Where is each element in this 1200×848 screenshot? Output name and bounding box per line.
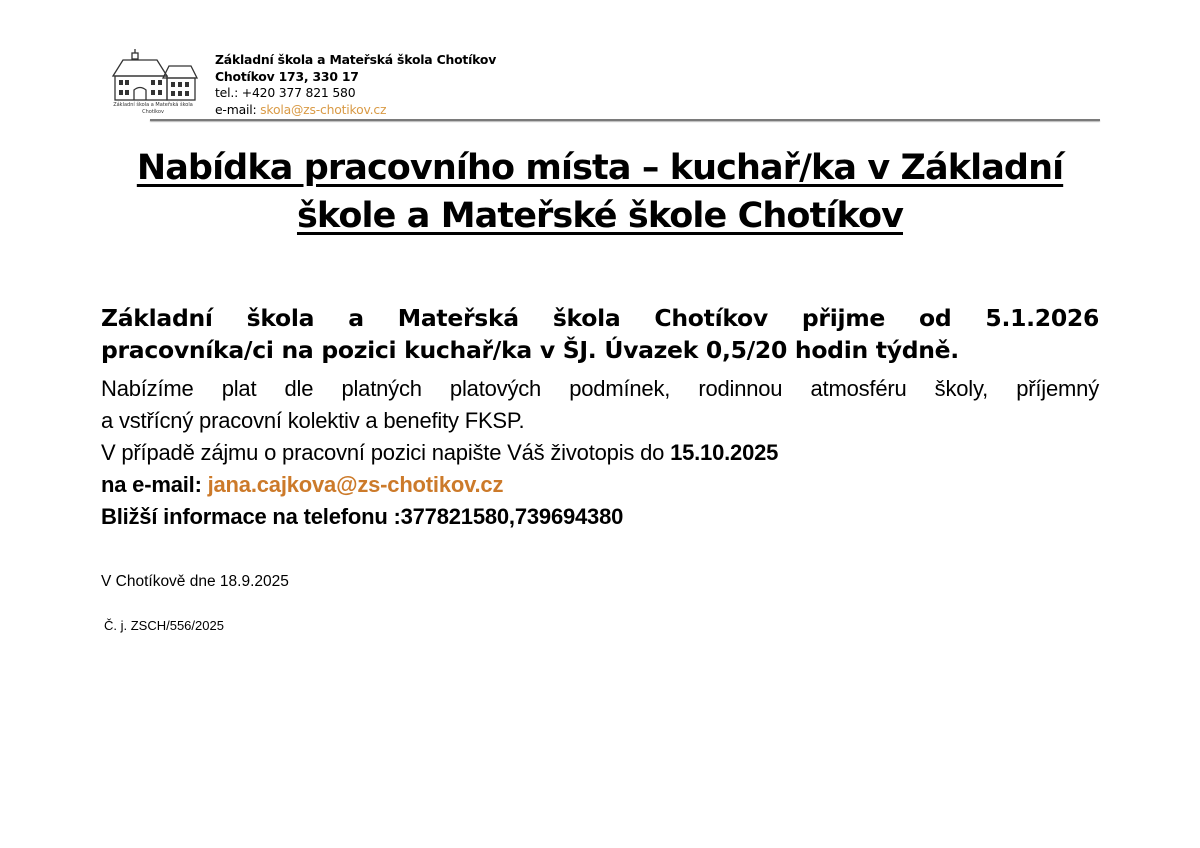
- letterhead: [105, 46, 1105, 126]
- logo-caption-line2: Chotíkov: [142, 109, 164, 115]
- phone-info: Bližší informace na telefonu :377821580,739694380: [101, 504, 624, 529]
- reference-number: Č. j. ZSCH/556/2025: [104, 618, 224, 633]
- org-name: Základní škola a Mateřská škola Chotíkov: [215, 52, 497, 67]
- logo-caption-line1: Základní škola a Mateřská škola: [113, 102, 193, 108]
- school-building-icon: [107, 48, 199, 104]
- school-logo: [107, 48, 199, 126]
- title-line1: Nabídka pracovního místa – kuchař/ka v Základní: [136, 148, 1064, 188]
- lead-line2: pracovníka/ci na pozici kuchař/ka v ŠJ. Úvazek 0,5/20 hodin týdně.: [101, 336, 959, 364]
- job-details: [101, 373, 1099, 533]
- lead-line1: Základní škola a Mateřská škola Chotíkov přijme od 5.1.2026: [101, 304, 1099, 332]
- apply-instructions: [101, 437, 1099, 469]
- contact-email-link[interactable]: jana.cajkova@zs-chotikov.cz: [207, 472, 504, 497]
- org-address: Chotíkov 173, 330 17: [215, 68, 359, 84]
- apply-text: V případě zájmu o pracovní pozici napište Váš životopis do: [101, 440, 671, 465]
- contact-email-label: na e-mail:: [101, 472, 208, 497]
- org-email-row: [215, 102, 496, 119]
- logo-caption: [107, 102, 199, 116]
- apply-deadline: 15.10.2025: [670, 440, 779, 465]
- offer-line1: Nabízíme plat dle platných platových podmínek, rodinnou atmosféru školy, příjemný: [101, 376, 1099, 401]
- offer-line2: a vstřícný pracovní kolektiv a benefity FKSP.: [101, 408, 525, 433]
- title-line2: škole a Mateřské škole Chotíkov: [296, 196, 903, 236]
- org-phone: tel.: +420 377 821 580: [215, 85, 356, 101]
- org-email-link[interactable]: skola@zs-chotikov.cz: [260, 101, 387, 117]
- job-announcement-lead: [101, 302, 1099, 366]
- letterhead-divider: [150, 119, 1100, 121]
- place-and-date: V Chotíkově dne 18.9.2025: [101, 573, 289, 590]
- org-email-label: e-mail:: [215, 101, 261, 117]
- letterhead-contact: [215, 52, 496, 118]
- contact-email-row: [101, 469, 1099, 501]
- page-title: [90, 144, 1110, 240]
